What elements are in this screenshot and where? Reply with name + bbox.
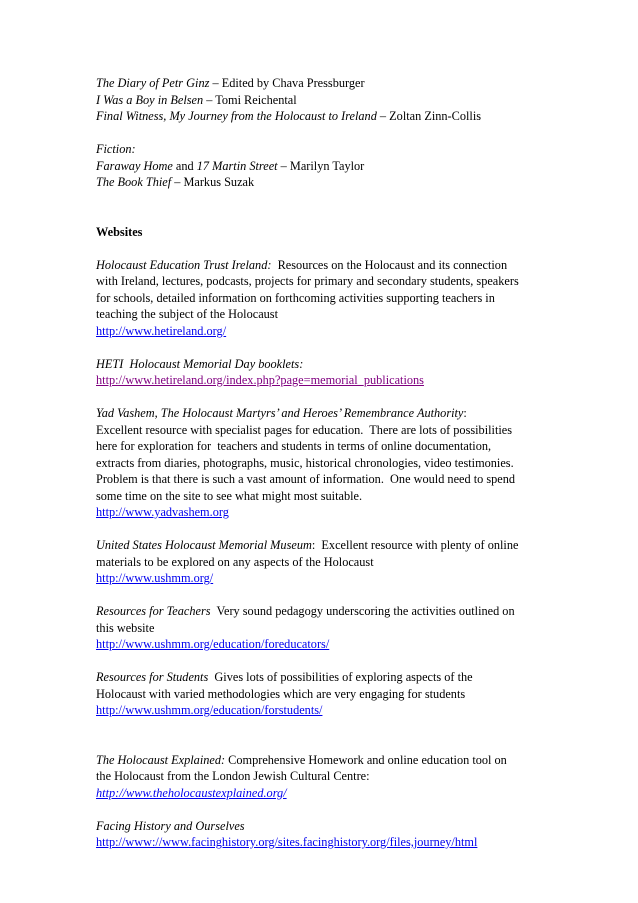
conjunction: and — [172, 158, 197, 173]
fiction-line — [96, 174, 556, 191]
book-author: – Zoltan Zinn-Collis — [376, 109, 482, 123]
websites-heading: Websites — [96, 224, 143, 239]
book-title: The Book Thief — [96, 175, 172, 189]
resource-text-line: for schools, detailed information on forthcoming activities supporting teachers in — [96, 290, 495, 305]
fiction-heading: Fiction: — [96, 142, 136, 156]
book-author: – Edited by Chava Pressburger — [209, 76, 365, 90]
resource-text-line: this website — [96, 620, 155, 635]
yad-vashem-link[interactable]: http://www.yadvashem.org — [96, 505, 229, 519]
book-line — [96, 92, 556, 109]
resource-text-line: Holocaust Education Trust Ireland: Resources on the Holocaust and its connection — [96, 257, 508, 272]
resource-text-line: extracts from diaries, photographs, music, historical chronologies, video testimonies. — [96, 455, 514, 470]
book-title: Final Witness, My Journey from the Holocaust to Ireland — [96, 109, 377, 123]
students-link[interactable]: http://www.ushmm.org/education/forstudents/ — [96, 703, 323, 717]
fiction-line — [96, 158, 556, 175]
teachers-link[interactable]: http://www.ushmm.org/education/foreducators/ — [96, 637, 330, 651]
heti-link[interactable]: http://www.hetireland.org/ — [96, 323, 227, 338]
resource-text-line: The Holocaust Explained: Comprehensive Homework and online education tool on — [96, 752, 507, 767]
book-title: I Was a Boy in Belsen — [96, 92, 204, 107]
resource-name: Resources for Teachers — [96, 604, 211, 618]
resource-name: HETI Holocaust Memorial Day booklets: — [96, 356, 304, 371]
resource-name: The Holocaust Explained: — [96, 752, 226, 767]
explained-link[interactable]: http://www.theholocaustexplained.org/ — [96, 785, 287, 800]
facing-history-link[interactable]: http://www://www.facinghistory.org/sites.facinghistory.org/files,journey/html — [96, 835, 478, 849]
resource-text-line: here for exploration for teachers and students in terms of online documentation, — [96, 439, 492, 453]
resource-text-line: Yad Vashem, The Holocaust Martyrs’ and Heroes’ Remembrance Authority: — [96, 406, 467, 420]
book-line — [96, 108, 556, 125]
book-title: 17 Martin Street — [196, 158, 278, 173]
resource-name: Facing History and Ourselves — [96, 818, 245, 833]
resource-name: Resources for Students — [96, 670, 209, 684]
ushmm-link[interactable]: http://www.ushmm.org/ — [96, 571, 214, 585]
book-author: – Marilyn Taylor — [277, 158, 365, 173]
resource-name: Holocaust Education Trust Ireland: — [96, 257, 272, 272]
resource-name: United States Holocaust Memorial Museum — [96, 538, 312, 552]
resource-text-line: Resources for Students Gives lots of possibilities of exploring aspects of the — [96, 670, 473, 684]
document-page — [96, 75, 556, 851]
resource-text-line: materials to be explored on any aspects of the Holocaust — [96, 554, 374, 569]
book-line — [96, 75, 556, 92]
heti-booklets-link[interactable]: http://www.hetireland.org/index.php?page=memorial_publications — [96, 373, 424, 387]
book-title: Faraway Home — [96, 158, 173, 173]
resource-text-line: Excellent resource with specialist pages for education. There are lots of possibilities — [96, 422, 513, 437]
resource-text-line: United States Holocaust Memorial Museum: Excellent resource with plenty of online — [96, 538, 519, 552]
book-author: – Markus Suzak — [171, 175, 255, 189]
resource-text-line: the Holocaust from the London Jewish Cultural Centre: — [96, 769, 370, 783]
resource-text-line: Resources for Teachers Very sound pedagogy underscoring the activities outlined on — [96, 604, 515, 618]
resource-text-line: some time on the site to see what might most suitable. — [96, 488, 363, 503]
book-author: – Tomi Reichental — [203, 92, 297, 107]
resource-text-line: with Ireland, lectures, podcasts, projects for primary and secondary students, speakers — [96, 274, 519, 288]
resource-text-line: Problem is that there is such a vast amount of information. One would need to spend — [96, 472, 516, 486]
resource-name: Yad Vashem, The Holocaust Martyrs’ and Heroes’ Remembrance Authority — [96, 406, 464, 420]
book-title: The Diary of Petr Ginz — [96, 76, 210, 90]
resource-text-line: teaching the subject of the Holocaust — [96, 307, 279, 321]
resource-text-line: Holocaust with varied methodologies which are very engaging for students — [96, 686, 466, 701]
